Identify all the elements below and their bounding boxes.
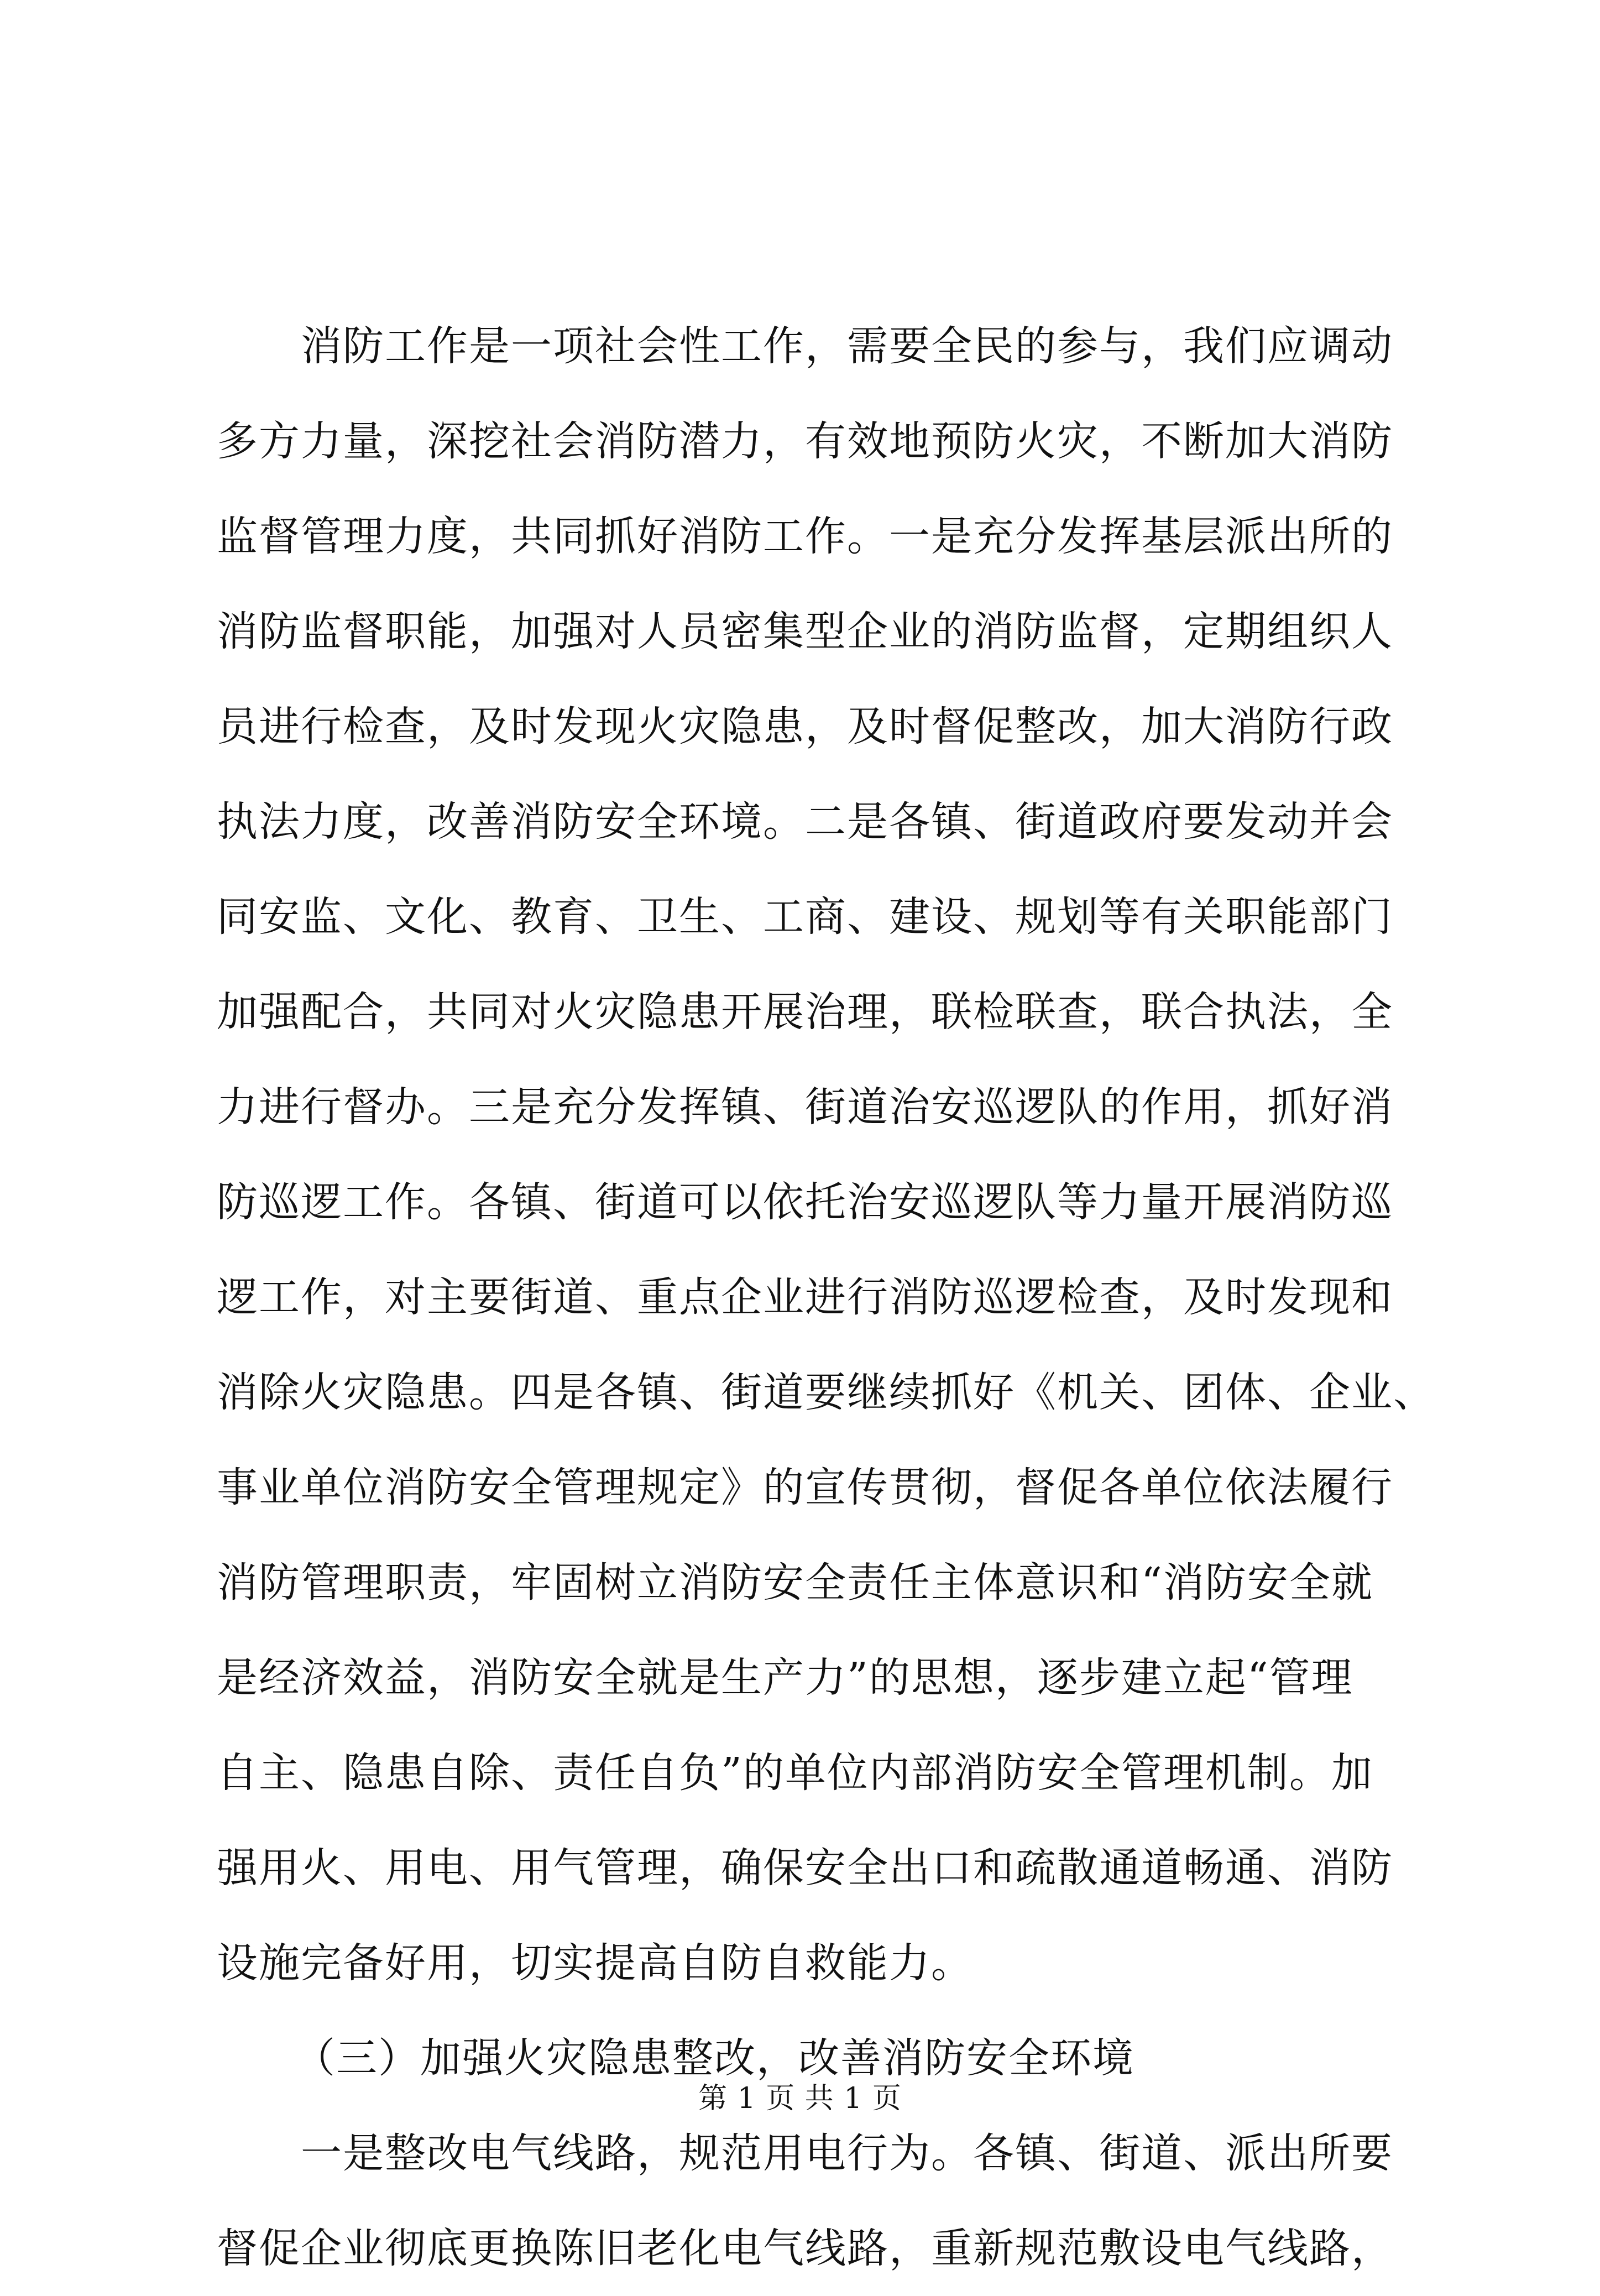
paragraph-line: 逻工作，对主要街道、重点企业进行消防巡逻检查，及时发现和 (217, 1274, 1393, 1321)
paragraph-line: 防巡逻工作。各镇、街道可以依托治安巡逻队等力量开展消防巡 (217, 1178, 1393, 1226)
page-number-footer: 第 1 页 共 1 页 (698, 2082, 902, 2115)
section-heading: （三）加强火灾隐患整改，改善消防安全环境 (294, 2034, 1134, 2082)
paragraph-line: 设施完备好用，切实提高自防自救能力。 (217, 1939, 973, 1987)
paragraph-line: 消防工作是一项社会性工作，需要全民的参与，我们应调动 (301, 322, 1393, 370)
paragraph-line: 同安监、文化、教育、卫生、工商、建设、规划等有关职能部门 (217, 893, 1393, 941)
paragraph-line: 消防监督职能，加强对人员密集型企业的消防监督，定期组织人 (217, 608, 1393, 655)
document-body (217, 299, 1435, 2296)
paragraph-line: 多方力量，深挖社会消防潜力，有效地预防火灾，不断加大消防 (217, 418, 1393, 465)
paragraph-line: 自主、隐患自除、责任自负”的单位内部消防安全管理机制。加 (217, 1749, 1373, 1797)
paragraph-line: 员进行检查，及时发现火灾隐患，及时督促整改，加大消防行政 (217, 703, 1393, 750)
paragraph-line: 消防管理职责，牢固树立消防安全责任主体意识和“消防安全就 (217, 1559, 1373, 1606)
paragraph-line: 消除火灾隐患。四是各镇、街道要继续抓好《机关、团体、企业、 (217, 1369, 1435, 1416)
paragraph-line: 强用火、用电、用气管理，确保安全出口和疏散通道畅通、消防 (217, 1844, 1393, 1892)
paragraph-line: 加强配合，共同对火灾隐患开展治理，联检联查，联合执法，全 (217, 988, 1393, 1036)
paragraph-line: 执法力度，改善消防安全环境。二是各镇、街道政府要发动并会 (217, 798, 1393, 846)
paragraph-line: 力进行督办。三是充分发挥镇、街道治安巡逻队的作用，抓好消 (217, 1083, 1393, 1131)
paragraph-line: 督促企业彻底更换陈旧老化电气线路，重新规范敷设电气线路， (217, 2225, 1393, 2272)
paragraph-line: 事业单位消防安全管理规定》的宣传贯彻，督促各单位依法履行 (217, 1464, 1393, 1511)
paragraph-line: 一是整改电气线路，规范用电行为。各镇、街道、派出所要 (301, 2130, 1393, 2177)
paragraph-line: 是经济效益，消防安全就是生产力”的思想，逐步建立起“管理 (217, 1654, 1353, 1702)
paragraph-line: 监督管理力度，共同抓好消防工作。一是充分发挥基层派出所的 (217, 513, 1393, 560)
